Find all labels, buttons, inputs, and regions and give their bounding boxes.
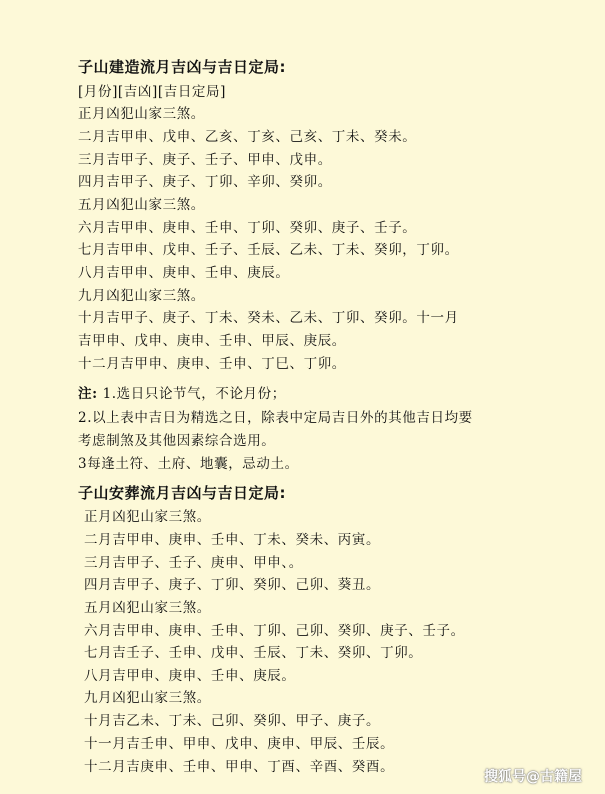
section1-line: 七月吉甲申、戊申、壬子、壬辰、乙未、丁未、癸卯，丁卯。: [78, 242, 459, 258]
note-line: 2.以上表中吉日为精选之日，除表中定局吉日外的其他吉日均要: [78, 410, 473, 426]
section1-line: 九月凶犯山家三煞。: [78, 288, 205, 304]
section2-line: 九月凶犯山家三煞。: [84, 690, 211, 706]
section2-line: 十月吉乙未、丁未、己卯、癸卯、甲子、庚子。: [84, 713, 381, 729]
section1-line: 十二月吉甲申、庚申、壬申、丁巳、丁卯。: [78, 356, 346, 372]
note-text: 1.选日只论节气，不论月份；: [97, 386, 286, 402]
section2-line: 七月吉壬子、壬申、戊申、壬辰、丁未、癸卯、丁卯。: [84, 645, 423, 661]
section2-line: 十一月吉壬申、甲申、戊申、庚申、甲辰、壬辰。: [84, 736, 395, 752]
section1-line: 四月吉甲子、庚子、丁卯、辛卯、癸卯。: [78, 174, 332, 190]
section1-line: 八月吉甲申、庚申、壬申、庚辰。: [78, 265, 290, 281]
section2-line: 五月凶犯山家三煞。: [84, 600, 211, 616]
section1-line: 五月凶犯山家三煞。: [78, 197, 205, 213]
section1-line: 二月吉甲申、戊申、乙亥、丁亥、己亥、丁未、癸未。: [78, 129, 417, 145]
watermark: 搜狐号@古籍屋: [484, 769, 582, 785]
note-label: 注:: [78, 386, 98, 402]
section2-line: 三月吉甲子、壬子、庚申、甲申、。: [84, 555, 303, 571]
section1-line: 三月吉甲子、庚子、壬子、甲申、戊申。: [78, 152, 332, 168]
section2-line: 二月吉甲申、庚申、壬申、丁未、癸未、丙寅。: [84, 532, 381, 548]
note-line: 3每逢土符、土府、地囊，忌动土。: [78, 456, 299, 472]
section2-line: 十二月吉庚申、壬申、甲申、丁酉、辛酉、癸酉。: [84, 759, 395, 775]
section1-line: 十月吉甲子、庚子、丁未、癸未、乙未、丁卯、癸卯。十一月: [78, 310, 459, 326]
section2-line: 四月吉甲子、庚子、丁卯、癸卯、己卯、葵丑。: [84, 577, 381, 593]
section2-line: 八月吉甲申、庚申、壬申、庚辰。: [84, 668, 296, 684]
section2-title: 子山安葬流月吉凶与吉日定局:: [78, 484, 286, 502]
section1-line: 六月吉甲申、庚申、壬申、丁卯、癸卯、庚子、壬子。: [78, 220, 417, 236]
section2-line: 正月凶犯山家三煞。: [84, 509, 211, 525]
section1-line: 正月凶犯山家三煞。: [78, 106, 205, 122]
section1-line: 吉甲申、戊申、庚申、壬申、甲辰、庚辰。: [78, 333, 346, 349]
note-line: [78, 384, 286, 404]
section1-header: [月份][吉凶][吉日定局]: [78, 84, 227, 100]
section1-title: 子山建造流月吉凶与吉日定局:: [78, 58, 286, 76]
section2-line: 六月吉甲申、庚申、壬申、丁卯、己卯、癸卯、庚子、壬子。: [84, 623, 465, 639]
note-line: 考虑制煞及其他因素综合选用。: [78, 433, 276, 449]
